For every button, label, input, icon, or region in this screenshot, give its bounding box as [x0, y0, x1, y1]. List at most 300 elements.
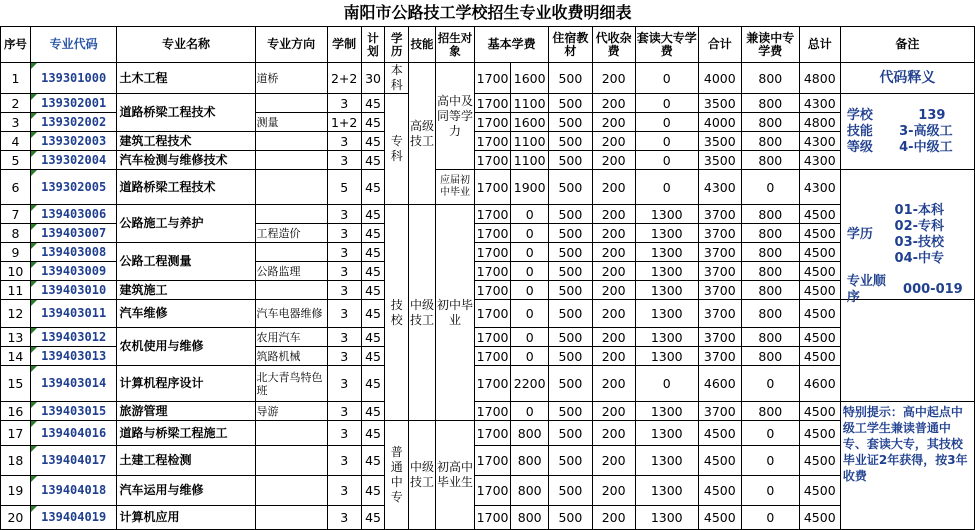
row-dorm: 500	[549, 421, 592, 446]
row-second: 800	[741, 328, 799, 347]
row-dorm: 500	[549, 113, 592, 132]
row-seq: 17	[1, 421, 31, 446]
row-second: 800	[741, 94, 799, 113]
row-college: 0	[635, 170, 698, 205]
row-direction	[255, 170, 327, 205]
row-second: 0	[741, 421, 799, 446]
row-grand: 4500	[799, 446, 840, 476]
table-row	[1, 446, 975, 476]
row-direction	[255, 94, 327, 113]
header-name: 专业名称	[117, 27, 255, 63]
row-plan: 45	[361, 446, 385, 476]
row-second: 0	[741, 476, 799, 506]
row-dorm: 500	[549, 170, 592, 205]
row-duration: 3	[327, 132, 361, 151]
row-code: 139403006	[30, 205, 117, 224]
target-junior-senior: 初高中毕业生	[435, 421, 474, 530]
row-t2: 800	[511, 476, 549, 506]
header-seq: 序号	[1, 27, 31, 63]
row-seq: 9	[1, 243, 31, 262]
row-major-name: 道路桥梁工程技术	[117, 94, 255, 132]
table-row	[1, 132, 975, 151]
skill-value-high: 3-高级工	[899, 123, 953, 139]
row-direction	[255, 205, 327, 224]
row-t1: 1700	[475, 113, 511, 132]
row-direction	[255, 446, 327, 476]
row-dorm: 500	[549, 94, 592, 113]
row-direction: 公路监理	[255, 262, 327, 281]
row-misc: 200	[592, 421, 635, 446]
header-code: 专业代码	[30, 27, 117, 63]
row-duration: 2+2	[327, 63, 361, 94]
row-direction	[255, 281, 327, 300]
row-plan: 45	[361, 132, 385, 151]
row-direction	[255, 243, 327, 262]
row-major-name: 计算机应用	[117, 506, 255, 530]
row-seq: 15	[1, 366, 31, 402]
row-college: 1300	[635, 224, 698, 243]
row-code: 139404018	[30, 476, 117, 506]
row-plan: 45	[361, 113, 385, 132]
row-major-name: 农机使用与维修	[117, 328, 255, 366]
row-total: 3700	[698, 347, 741, 366]
row-college: 1300	[635, 347, 698, 366]
row-t2: 2200	[511, 366, 549, 402]
table-row	[1, 205, 975, 224]
row-duration: 1+2	[327, 113, 361, 132]
row-misc: 200	[592, 94, 635, 113]
row-plan: 45	[361, 366, 385, 402]
row-college: 0	[635, 113, 698, 132]
table-row	[1, 63, 975, 94]
row-duration: 3	[327, 328, 361, 347]
row-grand: 4500	[799, 224, 840, 243]
header-edu: 学历	[385, 27, 409, 63]
row-second: 800	[741, 347, 799, 366]
row-plan: 45	[361, 328, 385, 347]
row-second: 0	[741, 366, 799, 402]
row-direction: 导游	[255, 402, 327, 421]
row-total: 4500	[698, 421, 741, 446]
row-total: 3700	[698, 281, 741, 300]
row-t2: 1100	[511, 151, 549, 170]
header-total1: 合计	[698, 27, 741, 63]
row-college: 1300	[635, 421, 698, 446]
row-college: 0	[635, 94, 698, 113]
row-seq: 5	[1, 151, 31, 170]
row-dorm: 500	[549, 366, 592, 402]
row-plan: 45	[361, 421, 385, 446]
row-total: 4000	[698, 63, 741, 94]
header-total2: 总计	[799, 27, 840, 63]
row-total: 4300	[698, 170, 741, 205]
row-total: 3500	[698, 132, 741, 151]
table-row	[1, 421, 975, 446]
row-dorm: 500	[549, 224, 592, 243]
row-dorm: 500	[549, 476, 592, 506]
row-t1: 1700	[475, 243, 511, 262]
header-duration: 学制	[327, 27, 361, 63]
row-second: 800	[741, 262, 799, 281]
row-t2: 0	[511, 243, 549, 262]
row-direction: 汽车电器维修	[255, 300, 327, 328]
row-dorm: 500	[549, 205, 592, 224]
table-row	[1, 366, 975, 402]
row-code: 139302003	[30, 132, 117, 151]
row-total: 3700	[698, 205, 741, 224]
row-direction	[255, 132, 327, 151]
header-target: 招生对象	[435, 27, 474, 63]
row-misc: 200	[592, 205, 635, 224]
row-dorm: 500	[549, 300, 592, 328]
row-second: 0	[741, 170, 799, 205]
row-major-name: 道路桥梁工程技术	[117, 170, 255, 205]
row-second: 800	[741, 63, 799, 94]
edu-tech: 技校	[385, 205, 409, 421]
row-college: 1300	[635, 205, 698, 224]
row-t1: 1700	[475, 132, 511, 151]
row-grand: 4300	[799, 132, 840, 151]
row-plan: 45	[361, 170, 385, 205]
row-plan: 45	[361, 224, 385, 243]
row-direction: 道桥	[255, 63, 327, 94]
row-duration: 3	[327, 446, 361, 476]
row-second: 800	[741, 113, 799, 132]
row-grand: 4500	[799, 328, 840, 347]
school-label: 学校	[846, 107, 873, 123]
header-tuition: 基本学费	[475, 27, 549, 63]
row-dorm: 500	[549, 328, 592, 347]
row-t1: 1700	[475, 328, 511, 347]
row-t1: 1700	[475, 224, 511, 243]
row-t1: 1700	[475, 170, 511, 205]
header-misc: 代收杂费	[592, 27, 635, 63]
school-value: 139	[918, 107, 946, 123]
row-grand: 4300	[799, 151, 840, 170]
row-t1: 1700	[475, 402, 511, 421]
table-row	[1, 94, 975, 113]
row-seq: 4	[1, 132, 31, 151]
row-second: 800	[741, 281, 799, 300]
special-note: 特别提示：高中起点中级工学生兼读普通中专、套读大专，其技校毕业证2年获得，按3年收费	[842, 405, 968, 483]
row-seq: 16	[1, 402, 31, 421]
row-code: 139403015	[30, 402, 117, 421]
row-second: 800	[741, 205, 799, 224]
row-seq: 3	[1, 113, 31, 132]
row-major-name: 汽车检测与维修技术	[117, 151, 255, 170]
row-plan: 45	[361, 506, 385, 530]
row-college: 1300	[635, 402, 698, 421]
row-major-name: 公路施工与养护	[117, 205, 255, 243]
row-code: 139403010	[30, 281, 117, 300]
row-code: 139403013	[30, 347, 117, 366]
table-row	[1, 243, 975, 262]
row-major-name: 土建工程检测	[117, 446, 255, 476]
header-second: 兼读中专学费	[741, 27, 799, 63]
row-duration: 3	[327, 262, 361, 281]
row-dorm: 500	[549, 347, 592, 366]
row-misc: 200	[592, 476, 635, 506]
row-major-name: 公路工程测量	[117, 243, 255, 281]
table-row	[1, 476, 975, 506]
row-college: 1300	[635, 281, 698, 300]
row-code: 139403014	[30, 366, 117, 402]
row-t2: 0	[511, 224, 549, 243]
row-major-name: 计算机程序设计	[117, 366, 255, 402]
row-direction	[255, 151, 327, 170]
row-total: 3700	[698, 262, 741, 281]
row-duration: 3	[327, 347, 361, 366]
row-plan: 30	[361, 63, 385, 94]
row-plan: 45	[361, 402, 385, 421]
skill-value-mid: 4-中级工	[899, 139, 953, 155]
row-t2: 1900	[511, 170, 549, 205]
target-jh-graduate: 应届初中毕业	[435, 170, 474, 205]
row-seq: 20	[1, 506, 31, 530]
row-t2: 1600	[511, 63, 549, 94]
header-plan: 计划	[361, 27, 385, 63]
skill-mid: 中级技工	[409, 205, 436, 421]
row-major-name: 建筑施工	[117, 281, 255, 300]
row-code: 139404016	[30, 421, 117, 446]
table-row	[1, 506, 975, 530]
row-t1: 1700	[475, 94, 511, 113]
row-dorm: 500	[549, 262, 592, 281]
sheet-title: 南阳市公路技工学校招生专业收费明细表	[343, 3, 632, 22]
row-duration: 3	[327, 224, 361, 243]
row-plan: 45	[361, 476, 385, 506]
row-misc: 200	[592, 347, 635, 366]
edu-value: 02-专科	[894, 218, 945, 234]
row-misc: 200	[592, 366, 635, 402]
edu-general: 普通中专	[385, 421, 409, 530]
row-t1: 1700	[475, 151, 511, 170]
remarks-order	[840, 274, 974, 402]
row-duration: 3	[327, 476, 361, 506]
row-misc: 200	[592, 132, 635, 151]
row-grand: 4500	[799, 243, 840, 262]
row-grand: 4500	[799, 506, 840, 530]
row-misc: 200	[592, 113, 635, 132]
row-duration: 3	[327, 243, 361, 262]
fee-table	[0, 26, 975, 530]
row-t2: 800	[511, 506, 549, 530]
row-seq: 10	[1, 262, 31, 281]
remarks-tip	[840, 402, 974, 530]
row-code: 139403012	[30, 328, 117, 347]
row-t2: 800	[511, 446, 549, 476]
row-dorm: 500	[549, 506, 592, 530]
row-grand: 4500	[799, 476, 840, 506]
row-misc: 200	[592, 446, 635, 476]
row-second: 0	[741, 446, 799, 476]
row-direction: 筑路机械	[255, 347, 327, 366]
row-plan: 45	[361, 205, 385, 224]
row-plan: 45	[361, 243, 385, 262]
row-t2: 0	[511, 347, 549, 366]
row-t1: 1700	[475, 421, 511, 446]
row-t1: 1700	[475, 205, 511, 224]
row-grand: 4300	[799, 170, 840, 205]
row-t2: 0	[511, 205, 549, 224]
row-college: 0	[635, 366, 698, 402]
row-dorm: 500	[549, 63, 592, 94]
order-label: 专业顺序	[846, 274, 886, 305]
row-major-name: 土木工程	[117, 63, 255, 94]
target-junior-high: 初中毕业	[435, 205, 474, 421]
row-seq: 12	[1, 300, 31, 328]
edu-value: 01-本科	[894, 202, 945, 218]
header-remarks: 备注	[840, 27, 974, 63]
row-dorm: 500	[549, 151, 592, 170]
row-t2: 0	[511, 402, 549, 421]
row-total: 4500	[698, 476, 741, 506]
row-t1: 1700	[475, 476, 511, 506]
row-code: 139302005	[30, 170, 117, 205]
table-row	[1, 328, 975, 347]
row-seq: 14	[1, 347, 31, 366]
row-t1: 1700	[475, 446, 511, 476]
row-grand: 4500	[799, 262, 840, 281]
row-second: 800	[741, 243, 799, 262]
table-row	[1, 300, 975, 328]
row-second: 800	[741, 300, 799, 328]
row-duration: 3	[327, 94, 361, 113]
row-code: 139403007	[30, 224, 117, 243]
row-college: 1300	[635, 243, 698, 262]
header-skill: 技能	[409, 27, 436, 63]
row-duration: 3	[327, 366, 361, 402]
row-grand: 4500	[799, 421, 840, 446]
row-duration: 3	[327, 506, 361, 530]
row-college: 1300	[635, 506, 698, 530]
skill-mid: 中级技工	[409, 421, 436, 530]
row-t1: 1700	[475, 300, 511, 328]
table-row	[1, 281, 975, 300]
target-highschool: 高中及同等学力	[435, 63, 474, 170]
row-total: 3500	[698, 94, 741, 113]
row-second: 800	[741, 224, 799, 243]
row-t2: 1100	[511, 94, 549, 113]
row-misc: 200	[592, 262, 635, 281]
row-college: 0	[635, 63, 698, 94]
row-grand: 4800	[799, 113, 840, 132]
row-t1: 1700	[475, 347, 511, 366]
row-direction: 农用汽车	[255, 328, 327, 347]
row-code: 139301000	[30, 63, 117, 94]
row-dorm: 500	[549, 132, 592, 151]
row-grand: 4500	[799, 300, 840, 328]
row-second: 800	[741, 151, 799, 170]
row-code: 139404019	[30, 506, 117, 530]
table-row	[1, 402, 975, 421]
row-major-name: 汽车运用与维修	[117, 476, 255, 506]
remarks-title: 代码释义	[840, 63, 974, 94]
row-seq: 1	[1, 63, 31, 94]
row-seq: 18	[1, 446, 31, 476]
row-misc: 200	[592, 300, 635, 328]
row-total: 3700	[698, 243, 741, 262]
header-college: 套读大专学费	[635, 27, 698, 63]
row-code: 139302002	[30, 113, 117, 132]
row-code: 139403011	[30, 300, 117, 328]
row-direction: 测量	[255, 113, 327, 132]
row-college: 1300	[635, 262, 698, 281]
row-misc: 200	[592, 151, 635, 170]
row-grand: 4500	[799, 281, 840, 300]
row-t1: 1700	[475, 63, 511, 94]
edu-value: 04-中专	[894, 250, 945, 266]
row-t2: 800	[511, 421, 549, 446]
row-t1: 1700	[475, 281, 511, 300]
header-direction: 专业方向	[255, 27, 327, 63]
row-second: 800	[741, 402, 799, 421]
row-total: 3700	[698, 224, 741, 243]
row-t2: 0	[511, 328, 549, 347]
row-seq: 2	[1, 94, 31, 113]
row-dorm: 500	[549, 243, 592, 262]
row-grand: 4300	[799, 94, 840, 113]
row-plan: 45	[361, 151, 385, 170]
row-grand: 4500	[799, 205, 840, 224]
row-seq: 13	[1, 328, 31, 347]
row-total: 3700	[698, 300, 741, 328]
row-t2: 1600	[511, 113, 549, 132]
remarks-school-skill	[840, 94, 974, 170]
header-dorm: 住宿教材	[549, 27, 592, 63]
row-duration: 5	[327, 170, 361, 205]
row-direction	[255, 476, 327, 506]
row-misc: 200	[592, 224, 635, 243]
row-misc: 200	[592, 63, 635, 94]
row-misc: 200	[592, 170, 635, 205]
row-t1: 1700	[475, 262, 511, 281]
row-grand: 4500	[799, 402, 840, 421]
row-college: 1300	[635, 328, 698, 347]
table-row	[1, 151, 975, 170]
skill-level-label: 技能等级	[846, 123, 873, 155]
row-misc: 200	[592, 281, 635, 300]
row-plan: 45	[361, 94, 385, 113]
row-total: 3700	[698, 328, 741, 347]
row-college: 0	[635, 151, 698, 170]
row-total: 4500	[698, 506, 741, 530]
row-dorm: 500	[549, 402, 592, 421]
row-code: 139302001	[30, 94, 117, 113]
row-seq: 8	[1, 224, 31, 243]
row-grand: 4500	[799, 347, 840, 366]
edu-bachelor: 本科	[385, 63, 409, 94]
row-duration: 3	[327, 421, 361, 446]
row-college: 1300	[635, 476, 698, 506]
row-dorm: 500	[549, 446, 592, 476]
order-value: 000-019	[903, 282, 963, 297]
row-seq: 11	[1, 281, 31, 300]
row-plan: 45	[361, 281, 385, 300]
row-direction	[255, 421, 327, 446]
row-code: 139302004	[30, 151, 117, 170]
row-plan: 45	[361, 347, 385, 366]
row-t1: 1700	[475, 366, 511, 402]
row-major-name: 汽车维修	[117, 300, 255, 328]
row-dorm: 500	[549, 281, 592, 300]
row-second: 800	[741, 132, 799, 151]
row-duration: 3	[327, 205, 361, 224]
row-total: 3500	[698, 151, 741, 170]
row-duration: 3	[327, 281, 361, 300]
row-plan: 45	[361, 262, 385, 281]
row-code: 139404017	[30, 446, 117, 476]
